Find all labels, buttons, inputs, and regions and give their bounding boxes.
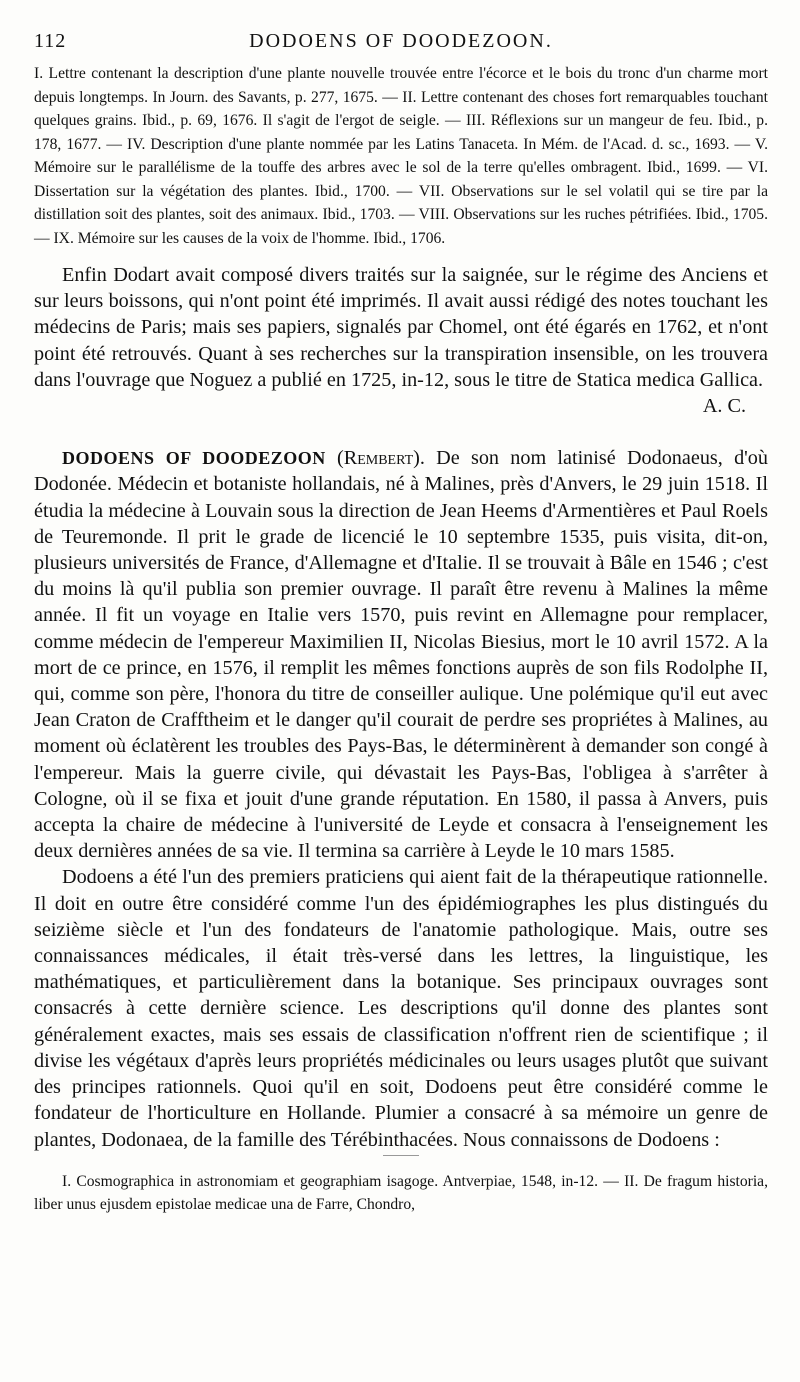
running-title: DODOENS OF DOODEZOON.	[249, 30, 553, 52]
dodart-closing-paragraph: Enfin Dodart avait composé divers traités sur la saignée, sur le régime des Anciens et sur leurs boissons, qui n'ont point été imprimés. Il avait aussi rédigé des notes touchant les médecins de Paris; mais ses papiers, signalés par Chomel, ont été égarés en 1762, et n'ont point été retrouvés. Quant à ses recherches sur la transpiration insensible, on les trouvera dans l'ouvrage que Noguez a publié en 1725, in-12, sous le titre de Statica medica Gallica.	[34, 264, 768, 391]
dodoens-works-list: I. Cosmographica in astronomiam et geographiam isagoge. Antverpiae, 1548, in-12. — II. De fragum historia, liber unus ejusdem epistolae medicae una de Farre, Chondro,	[34, 1172, 768, 1214]
dodoens-assessment-paragraph: Dodoens a été l'un des premiers praticiens qui aient fait de la thérapeutique rationnelle. Il doit en outre être considéré comme l'un des épidémiographes les plus distingués du seizième siècle et l'un des fondateurs de l'anatomie pathologique. Mais, outre ses connaissances médicales, il était très-versé dans les lettres, la linguistique, les mathématiques, et particulièrement dans la botanique. Ses principaux ouvrages sont consacrés à cette dernière science. Les descriptions qu'il donne des plantes sont généralement exactes, mais ses essais de classification n'offrent rien de scientifique ; il divise les végétaux d'après leurs propriétés médicinales ou leurs usages plutôt que suivant des principes rationnels. Quoi qu'il en soit, Dodoens peut être considéré comme le fondateur de l'horticulture en Hollande. Plumier a consacré à sa mémoire un genre de plantes, Dodonaea, de la famille des Térébinthacées. Nous connaissons de Dodoens :	[34, 866, 768, 1151]
dodart-works-list: I. Lettre contenant la description d'une plante nouvelle trouvée entre l'écorce et le bois du tronc d'un charme mort depuis longtemps. In Journ. des Savants, p. 277, 1675. — II. Lettre contenant des choses fort remarquables touchant quelques grains. Ibid., p. 69, 1676. Il s'agit de l'ergot de seigle. — III. Réflexions sur un mangeur de feu. Ibid., p. 178, 1677. — IV. Description d'une plante nommée par les Latins Tanaceta. In Mém. de l'Acad. d. sc., 1693. — V. Mémoire sur le parallélisme de la touffe des arbres avec le sol de la terre qu'elles ombragent. Ibid., 1699. — VI. Dissertation sur la végétation des plantes. Ibid., 1700. — VII. Observations sur le sel volatil qui se tire par la distillation soit des plantes, soit des animaux. Ibid., 1703. — VIII. Observations sur les ruches pétrifiées. Ibid., 1705. — IX. Mémoire sur les causes de la voix de l'homme. Ibid., 1706.	[34, 65, 768, 247]
section-divider	[383, 1155, 419, 1156]
entry-forename: (Rembert).	[337, 447, 425, 470]
dodoens-entry-paragraph	[34, 445, 768, 864]
page-number: 112	[34, 30, 67, 52]
running-head	[34, 26, 768, 60]
entry-headword: DODOENS OF DOODEZOON	[62, 448, 326, 469]
entry-biography-text: De son nom latinisé Dodonaeus, d'où Dodonée. Médecin et botaniste hollandais, né à Malines, près d'Anvers, le 29 juin 1518. Il étudia la médecine à Louvain sous la direction de Jean Heems d'Armentières et Paul Roels de Teuremonde. Il prit le grade de licencié le 10 septembre 1535, puis visita, dit-on, plusieurs universités de France, d'Allemagne et d'Italie. Il se trouvait à Bâle en 1546 ; c'est du moins là qu'il publia son premier ouvrage. Il paraît être revenu à Malines la même année. Il fit un voyage en Italie vers 1570, puis revint en Allemagne pour remplacer, comme médecin de l'empereur Maximilien II, Nicolas Biesius, mort le 10 avril 1572. A la mort de ce prince, en 1576, il remplit les mêmes fonctions auprès de son fils Rodolphe II, qui, comme son père, l'honora du titre de conseiller aulique. Une polémique qu'il eut avec Jean Craton de Crafftheim et le danger qu'il courait de perdre ses propriétes à Malines, au moment où éclatèrent les troubles des Pays-Bas, le déterminèrent à demander son congé à l'empereur. Mais la guerre civile, qui dévastait les Pays-Bas, l'obligea à s'arrêter à Cologne, où il se fixa et jouit d'une grande réputation. En 1580, il passa à Anvers, puis accepta la chaire de médecine à l'université de Leyde et consacra à l'enseignement les deux dernières années de sa vie. Il termina sa carrière à Leyde le 10 mars 1585.	[34, 447, 768, 863]
author-signature: A. C.	[702, 395, 746, 418]
